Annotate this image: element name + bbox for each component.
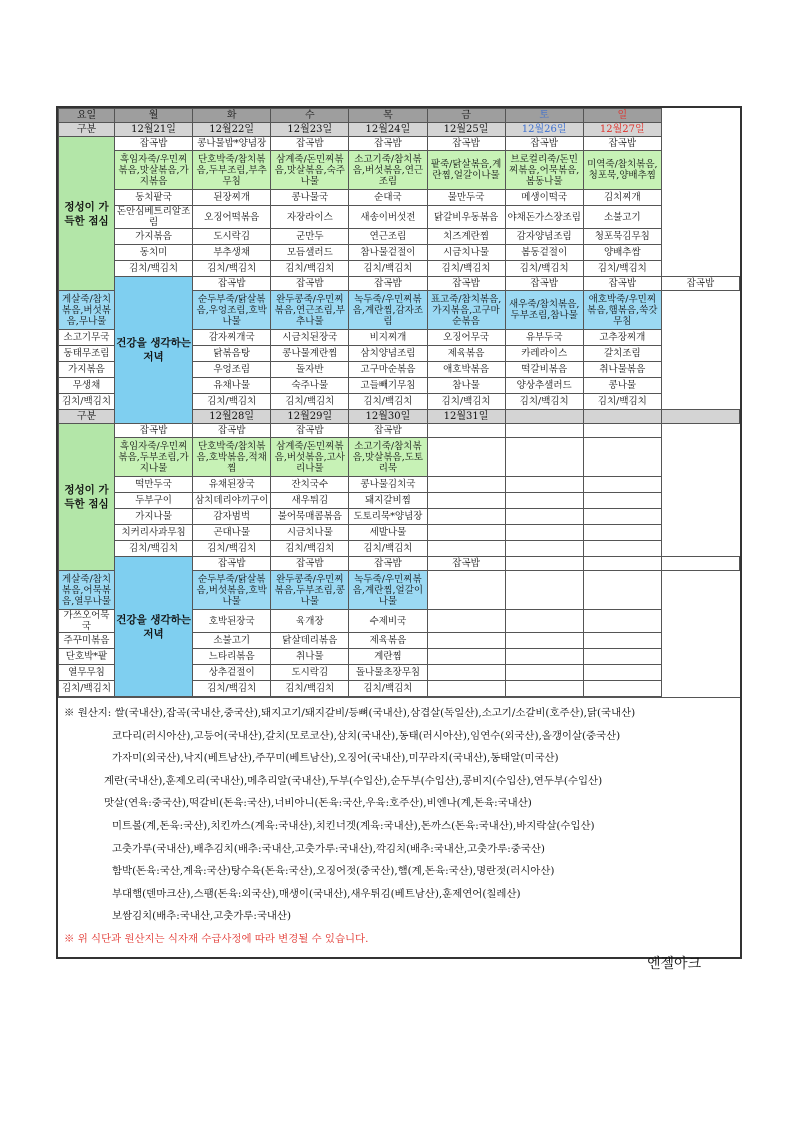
side-dish-cell bbox=[583, 509, 661, 525]
side-dish-cell: 느타리볶음 bbox=[193, 649, 271, 665]
day-header: 토 bbox=[505, 109, 583, 123]
side-dish-cell bbox=[427, 541, 505, 557]
side-dish-cell: 비지찌개 bbox=[349, 330, 427, 346]
date-cell: 12월21일 bbox=[115, 123, 193, 137]
notice-text: ※ 위 식단과 원산지는 식자재 수급사정에 따라 변경될 수 있습니다. bbox=[64, 932, 369, 945]
side-dish-cell: 청포묵김무침 bbox=[583, 229, 661, 245]
side-dish-cell: 김치/백김치 bbox=[193, 261, 271, 277]
porridge-cell: 순두부죽/닭살볶음,버섯볶음,호박나물 bbox=[193, 571, 271, 610]
rice-cell bbox=[661, 557, 739, 571]
side-dish-cell: 가지볶음 bbox=[59, 362, 115, 378]
side-dish-cell: 돌자반 bbox=[271, 362, 349, 378]
side-dish-cell: 감자찌개국 bbox=[193, 330, 271, 346]
rice-cell bbox=[505, 424, 583, 438]
side-dish-cell: 돈안심베트리알조림 bbox=[115, 206, 193, 229]
porridge-cell: 새우죽/참치볶음,두부조림,참나물 bbox=[505, 291, 583, 330]
rice-cell: 잡곡밥 bbox=[193, 277, 271, 291]
side-dish-cell: 고구마순볶음 bbox=[349, 362, 427, 378]
rice-cell: 잡곡밥 bbox=[505, 137, 583, 151]
side-dish-cell: 취나물 bbox=[271, 649, 349, 665]
side-dish-cell: 불어묵매콤볶음 bbox=[271, 509, 349, 525]
date-cell: 12월25일 bbox=[427, 123, 505, 137]
side-dish-cell: 새송이버섯전 bbox=[349, 206, 427, 229]
porridge-cell bbox=[505, 571, 583, 610]
rice-cell: 잡곡밥 bbox=[271, 557, 349, 571]
side-dish-cell: 호박된장국 bbox=[193, 610, 271, 633]
porridge-cell: 완두콩죽/우민찌볶음,연근조림,부추나물 bbox=[271, 291, 349, 330]
porridge-cell: 브로컬리죽/돈민찌볶음,어묵볶음,봄동나물 bbox=[505, 151, 583, 190]
side-dish-cell: 야채돈가스장조림 bbox=[505, 206, 583, 229]
porridge-cell: 삼계죽/돈민찌볶음,버섯볶음,고사리나물 bbox=[271, 438, 349, 477]
side-dish-cell: 육개장 bbox=[271, 610, 349, 633]
date-cell: 12월22일 bbox=[193, 123, 271, 137]
rice-cell: 잡곡밥 bbox=[661, 277, 739, 291]
date-cell: 12월30일 bbox=[349, 410, 427, 424]
porridge-cell: 게살죽/참치볶음,어묵볶음,열무나물 bbox=[59, 571, 115, 610]
side-dish-cell: 유부두국 bbox=[505, 330, 583, 346]
side-dish-cell: 콩나물국 bbox=[271, 190, 349, 206]
side-dish-cell: 김치/백김치 bbox=[505, 394, 583, 410]
porridge-cell: 녹두죽/우민찌볶음,계란찜,감자조림 bbox=[349, 291, 427, 330]
porridge-cell: 순두부죽/닭살볶음,우엉조림,호박나물 bbox=[193, 291, 271, 330]
side-dish-cell: 두부구이 bbox=[115, 493, 193, 509]
side-dish-cell bbox=[427, 493, 505, 509]
side-dish-cell: 새우튀김 bbox=[271, 493, 349, 509]
dinner-label: 건강을 생각하는 저녁 bbox=[115, 557, 193, 697]
side-dish-cell bbox=[505, 541, 583, 557]
origin-line: 보쌈김치(배추:국내산,고춧가루:국내산) bbox=[112, 910, 292, 923]
date-cell: 12월26일 bbox=[505, 123, 583, 137]
side-dish-cell bbox=[505, 509, 583, 525]
side-dish-cell: 김치/백김치 bbox=[271, 681, 349, 697]
side-dish-cell: 감자양념조림 bbox=[505, 229, 583, 245]
date-cell: 12월28일 bbox=[193, 410, 271, 424]
origin-line: 미트볼(계,돈육:국산),치킨까스(계육:국내산),치킨너겟(계육:국내산),돈까스(돈육:국내산),바지락살(수입산) bbox=[112, 819, 595, 832]
side-dish-cell: 시금치나물 bbox=[427, 245, 505, 261]
day-header-corner: 요일 bbox=[59, 109, 115, 123]
side-dish-cell: 김치/백김치 bbox=[349, 394, 427, 410]
rice-cell: 잡곡밥 bbox=[271, 137, 349, 151]
side-dish-cell: 김치/백김치 bbox=[193, 681, 271, 697]
side-dish-cell: 카레라이스 bbox=[505, 346, 583, 362]
side-dish-cell bbox=[427, 633, 505, 649]
porridge-cell: 완두콩죽/우민찌볶음,두부조림,콩나물 bbox=[271, 571, 349, 610]
side-dish-cell: 자장라이스 bbox=[271, 206, 349, 229]
side-dish-cell: 닭갈비우동볶음 bbox=[427, 206, 505, 229]
side-dish-cell: 돼지갈비찜 bbox=[349, 493, 427, 509]
side-dish-cell: 세발나물 bbox=[349, 525, 427, 541]
side-dish-cell: 시금치된장국 bbox=[271, 330, 349, 346]
side-dish-cell: 동태무조림 bbox=[59, 346, 115, 362]
date-cell bbox=[505, 410, 583, 424]
side-dish-cell: 취나물볶음 bbox=[583, 362, 661, 378]
porridge-cell: 흑임자죽/우민찌볶음,두부조림,가지나물 bbox=[115, 438, 193, 477]
origin-line: ※ 원산지: 쌀(국내산),잡곡(국내산,중국산),돼지고기/돼지갈비/등뼈(국내산),삼겹살(독일산),소고기/소갈비(호주산),닭(국내산) bbox=[64, 707, 636, 719]
side-dish-cell: 김치/백김치 bbox=[427, 261, 505, 277]
date-cell: 12월24일 bbox=[349, 123, 427, 137]
side-dish-cell bbox=[427, 477, 505, 493]
side-dish-cell: 유채나물 bbox=[193, 378, 271, 394]
side-dish-cell bbox=[505, 649, 583, 665]
side-dish-cell: 동치미 bbox=[115, 245, 193, 261]
lunch-label: 정성이 가득한 점심 bbox=[59, 424, 115, 571]
rice-cell: 잡곡밥 bbox=[271, 277, 349, 291]
porridge-cell: 흑임자죽/우민찌볶음,맛살볶음,가지볶음 bbox=[115, 151, 193, 190]
porridge-cell: 표고죽/참치볶음,가지볶음,고구마순볶음 bbox=[427, 291, 505, 330]
origin-line: 가자미(외국산),낙지(베트남산),주꾸미(베트남산),오징어(국내산),미꾸라지(국내산),동태알(미국산) bbox=[112, 752, 559, 765]
side-dish-cell: 양상추샐러드 bbox=[505, 378, 583, 394]
date-cell: 12월29일 bbox=[271, 410, 349, 424]
section-label: 구분 bbox=[59, 410, 115, 424]
side-dish-cell bbox=[427, 681, 505, 697]
porridge-cell: 녹두죽/우민찌볶음,계란찜,얼갈이나물 bbox=[349, 571, 427, 610]
rice-cell: 잡곡밥 bbox=[349, 137, 427, 151]
dinner-label: 건강을 생각하는 저녁 bbox=[115, 277, 193, 424]
day-header: 월 bbox=[115, 109, 193, 123]
side-dish-cell: 도시락김 bbox=[193, 229, 271, 245]
side-dish-cell: 제육볶음 bbox=[349, 633, 427, 649]
side-dish-cell: 갈치조림 bbox=[583, 346, 661, 362]
rice-cell: 잡곡밥 bbox=[583, 137, 661, 151]
side-dish-cell bbox=[583, 633, 661, 649]
origin-line: 계란(국내산),훈제오리(국내산),메추리알(국내산),두부(수입산),순두부(수입산),콩비지(수입산),연두부(수입산) bbox=[104, 774, 603, 787]
porridge-cell: 삼계죽/돈민찌볶음,맛살볶음,숙주나물 bbox=[271, 151, 349, 190]
origin-line: 코다리(러시아산),고등어(국내산),갈치(모로코산),삼치(국내산),동태(러시아산),임연수(외국산),올갱이살(중국산) bbox=[112, 729, 621, 742]
origin-line: 고춧가루(국내산),배추김치(배추:국내산,고춧가루:국내산),깍김치(배추:국내산,고춧가루:중국산) bbox=[112, 842, 545, 855]
side-dish-cell bbox=[505, 665, 583, 681]
side-dish-cell: 콩나물계란찜 bbox=[271, 346, 349, 362]
side-dish-cell: 순대국 bbox=[349, 190, 427, 206]
rice-cell bbox=[505, 557, 583, 571]
side-dish-cell: 군만두 bbox=[271, 229, 349, 245]
side-dish-cell: 양배추쌈 bbox=[583, 245, 661, 261]
side-dish-cell: 삼치데리야끼구이 bbox=[193, 493, 271, 509]
side-dish-cell: 김치/백김치 bbox=[349, 541, 427, 557]
side-dish-cell: 가지볶음 bbox=[115, 229, 193, 245]
side-dish-cell: 봄동겉절이 bbox=[505, 245, 583, 261]
side-dish-cell bbox=[505, 525, 583, 541]
day-header: 목 bbox=[349, 109, 427, 123]
side-dish-cell bbox=[583, 610, 661, 633]
side-dish-cell: 김치/백김치 bbox=[59, 681, 115, 697]
side-dish-cell bbox=[427, 649, 505, 665]
side-dish-cell: 콩나물 bbox=[583, 378, 661, 394]
rice-cell: 잡곡밥 bbox=[271, 424, 349, 438]
side-dish-cell: 김치/백김치 bbox=[349, 261, 427, 277]
origin-line: 맛살(연육:중국산),떡갈비(돈육:국산),너비아니(돈육:국산,우육:호주산),비엔나(계,돈육:국내산) bbox=[104, 797, 532, 810]
side-dish-cell bbox=[427, 665, 505, 681]
side-dish-cell bbox=[505, 633, 583, 649]
side-dish-cell: 잔치국수 bbox=[271, 477, 349, 493]
porridge-cell: 미역죽/참치볶음,청포묵,양배추찜 bbox=[583, 151, 661, 190]
side-dish-cell: 가쓰오어묵국 bbox=[59, 610, 115, 633]
lunch-label: 정성이 가득한 점심 bbox=[59, 137, 115, 291]
side-dish-cell: 무생채 bbox=[59, 378, 115, 394]
side-dish-cell: 감자범벅 bbox=[193, 509, 271, 525]
side-dish-cell: 떡갈비볶음 bbox=[505, 362, 583, 378]
brand-name: 엔젤아크 bbox=[647, 956, 702, 972]
porridge-cell: 게살죽/참치볶음,버섯볶음,무나물 bbox=[59, 291, 115, 330]
side-dish-cell bbox=[505, 493, 583, 509]
side-dish-cell: 메생이떡국 bbox=[505, 190, 583, 206]
day-header: 일 bbox=[583, 109, 661, 123]
side-dish-cell: 고추장찌개 bbox=[583, 330, 661, 346]
side-dish-cell: 오징어무국 bbox=[427, 330, 505, 346]
porridge-cell bbox=[427, 438, 505, 477]
side-dish-cell: 김치/백김치 bbox=[193, 541, 271, 557]
date-cell bbox=[661, 410, 739, 424]
rice-cell bbox=[583, 424, 661, 438]
side-dish-cell bbox=[427, 525, 505, 541]
menu-sheet bbox=[56, 106, 742, 959]
side-dish-cell: 계란찜 bbox=[349, 649, 427, 665]
rice-cell: 콩나물밥*양념장 bbox=[193, 137, 271, 151]
side-dish-cell: 동치팥국 bbox=[115, 190, 193, 206]
side-dish-cell: 김치/백김치 bbox=[193, 394, 271, 410]
rice-cell: 잡곡밥 bbox=[505, 277, 583, 291]
side-dish-cell: 부추생채 bbox=[193, 245, 271, 261]
side-dish-cell: 김치/백김치 bbox=[115, 541, 193, 557]
side-dish-cell: 삼치양념조림 bbox=[349, 346, 427, 362]
side-dish-cell: 김치/백김치 bbox=[271, 261, 349, 277]
side-dish-cell: 물만두국 bbox=[427, 190, 505, 206]
side-dish-cell: 참나물겉절이 bbox=[349, 245, 427, 261]
side-dish-cell: 닭살데리볶음 bbox=[271, 633, 349, 649]
rice-cell: 잡곡밥 bbox=[427, 557, 505, 571]
side-dish-cell: 가지나물 bbox=[115, 509, 193, 525]
side-dish-cell: 김치/백김치 bbox=[115, 261, 193, 277]
rice-cell: 잡곡밥 bbox=[349, 277, 427, 291]
side-dish-cell: 소불고기 bbox=[193, 633, 271, 649]
side-dish-cell: 숙주나물 bbox=[271, 378, 349, 394]
side-dish-cell: 도토리묵*양념장 bbox=[349, 509, 427, 525]
side-dish-cell bbox=[505, 681, 583, 697]
side-dish-cell: 치커리사과무침 bbox=[115, 525, 193, 541]
side-dish-cell bbox=[583, 493, 661, 509]
side-dish-cell: 김치/백김치 bbox=[505, 261, 583, 277]
side-dish-cell: 김치/백김치 bbox=[271, 541, 349, 557]
side-dish-cell bbox=[583, 665, 661, 681]
side-dish-cell: 연근조림 bbox=[349, 229, 427, 245]
side-dish-cell: 김치/백김치 bbox=[271, 394, 349, 410]
side-dish-cell: 우엉조림 bbox=[193, 362, 271, 378]
rice-cell: 잡곡밥 bbox=[193, 424, 271, 438]
rice-cell bbox=[427, 424, 505, 438]
side-dish-cell bbox=[583, 681, 661, 697]
side-dish-cell: 열무무침 bbox=[59, 665, 115, 681]
section-label: 구분 bbox=[59, 123, 115, 137]
side-dish-cell: 도시락김 bbox=[271, 665, 349, 681]
rice-cell: 잡곡밥 bbox=[427, 277, 505, 291]
side-dish-cell: 유채된장국 bbox=[193, 477, 271, 493]
porridge-cell: 팥죽/닭살볶음,계란찜,얼갈이나물 bbox=[427, 151, 505, 190]
porridge-cell: 소고기죽/참치볶음,버섯볶음,연근조림 bbox=[349, 151, 427, 190]
side-dish-cell: 떡만두국 bbox=[115, 477, 193, 493]
rice-cell: 잡곡밥 bbox=[583, 277, 661, 291]
menu-table bbox=[58, 108, 740, 697]
side-dish-cell: 돌나물초장무침 bbox=[349, 665, 427, 681]
side-dish-cell: 소고기무국 bbox=[59, 330, 115, 346]
date-cell: 12월23일 bbox=[271, 123, 349, 137]
date-cell: 12월31일 bbox=[427, 410, 505, 424]
rice-cell: 잡곡밥 bbox=[349, 557, 427, 571]
side-dish-cell bbox=[583, 525, 661, 541]
porridge-cell: 애호박죽/우민찌볶음,햄볶음,쑥갓무침 bbox=[583, 291, 661, 330]
day-header: 수 bbox=[271, 109, 349, 123]
side-dish-cell: 고들빼기무침 bbox=[349, 378, 427, 394]
side-dish-cell bbox=[583, 541, 661, 557]
side-dish-cell: 김치/백김치 bbox=[583, 394, 661, 410]
side-dish-cell: 참나물 bbox=[427, 378, 505, 394]
side-dish-cell bbox=[427, 610, 505, 633]
rice-cell: 잡곡밥 bbox=[115, 424, 193, 438]
side-dish-cell: 수제비국 bbox=[349, 610, 427, 633]
porridge-cell: 단호박죽/참치볶음,호박볶음,적채찜 bbox=[193, 438, 271, 477]
side-dish-cell: 곤대나물 bbox=[193, 525, 271, 541]
rice-cell: 잡곡밥 bbox=[115, 137, 193, 151]
rice-cell bbox=[583, 557, 661, 571]
side-dish-cell: 상추겉절이 bbox=[193, 665, 271, 681]
side-dish-cell: 김치/백김치 bbox=[583, 261, 661, 277]
side-dish-cell: 된장찌개 bbox=[193, 190, 271, 206]
side-dish-cell: 김치/백김치 bbox=[59, 394, 115, 410]
side-dish-cell: 콩나물김치국 bbox=[349, 477, 427, 493]
side-dish-cell bbox=[505, 610, 583, 633]
side-dish-cell: 제육볶음 bbox=[427, 346, 505, 362]
day-header: 금 bbox=[427, 109, 505, 123]
side-dish-cell: 김치/백김치 bbox=[349, 681, 427, 697]
side-dish-cell: 주꾸미볶음 bbox=[59, 633, 115, 649]
rice-cell: 잡곡밥 bbox=[193, 557, 271, 571]
date-cell: 12월27일 bbox=[583, 123, 661, 137]
porridge-cell: 단호박죽/참치볶음,두부조림,부추무침 bbox=[193, 151, 271, 190]
side-dish-cell: 닭볶음탕 bbox=[193, 346, 271, 362]
side-dish-cell: 김치/백김치 bbox=[427, 394, 505, 410]
porridge-cell bbox=[505, 438, 583, 477]
origin-line: 부대햄(덴마크산),스팸(돈육:외국산),매생이(국내산),새우튀김(베트남산),훈제연어(칠레산) bbox=[112, 887, 521, 900]
rice-cell: 잡곡밥 bbox=[427, 137, 505, 151]
side-dish-cell bbox=[583, 477, 661, 493]
side-dish-cell bbox=[505, 477, 583, 493]
side-dish-cell: 오징어떡볶음 bbox=[193, 206, 271, 229]
side-dish-cell bbox=[427, 509, 505, 525]
origin-info bbox=[58, 697, 740, 957]
date-cell bbox=[583, 410, 661, 424]
origin-line: 함박(돈육:국산,계육:국산)탕수육(돈육:국산),오징어젓(중국산),햄(계,돈육:국산),명란젓(러시아산) bbox=[112, 865, 555, 878]
side-dish-cell: 모듬샐러드 bbox=[271, 245, 349, 261]
side-dish-cell: 소불고기 bbox=[583, 206, 661, 229]
side-dish-cell: 김치찌개 bbox=[583, 190, 661, 206]
side-dish-cell bbox=[583, 649, 661, 665]
porridge-cell bbox=[583, 571, 661, 610]
side-dish-cell: 애호박볶음 bbox=[427, 362, 505, 378]
side-dish-cell: 치즈계란찜 bbox=[427, 229, 505, 245]
side-dish-cell: 시금치나물 bbox=[271, 525, 349, 541]
porridge-cell bbox=[583, 438, 661, 477]
side-dish-cell: 단호박*팥 bbox=[59, 649, 115, 665]
porridge-cell: 소고기죽/참치볶음,맛살볶음,도토리묵 bbox=[349, 438, 427, 477]
day-header: 화 bbox=[193, 109, 271, 123]
porridge-cell bbox=[427, 571, 505, 610]
rice-cell: 잡곡밥 bbox=[349, 424, 427, 438]
